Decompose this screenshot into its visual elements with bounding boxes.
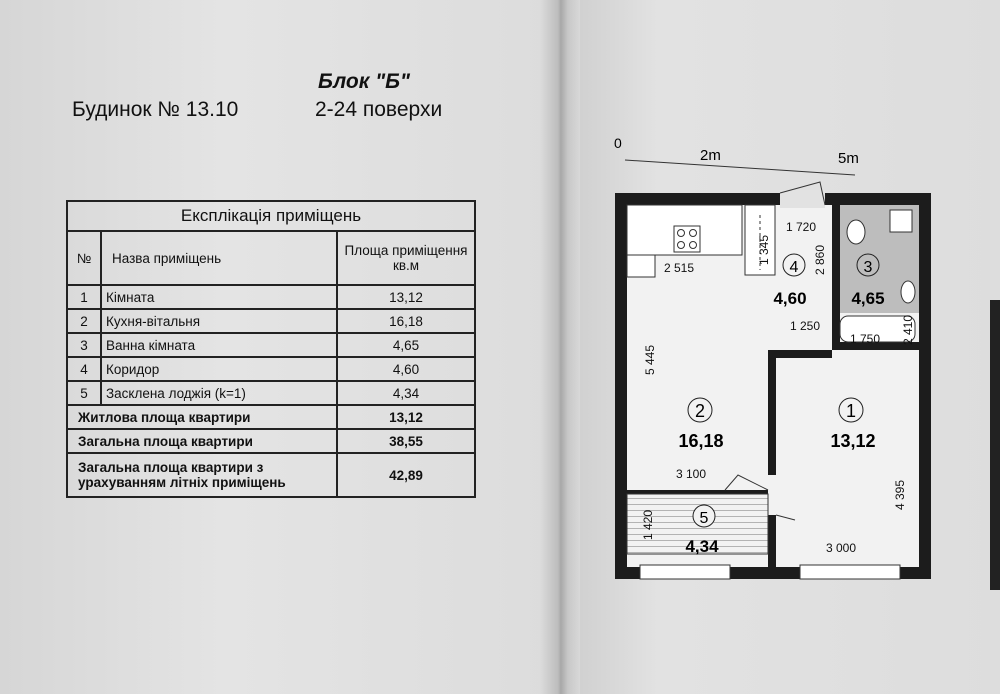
dim-label: 2 410 — [901, 314, 915, 345]
washbasin-icon — [901, 281, 915, 303]
header-num: № — [67, 231, 101, 285]
row-area: 4,34 — [337, 381, 475, 405]
floors-label: 2-24 поверхи — [315, 98, 443, 121]
room-number: 3 — [863, 259, 873, 276]
scale-zero: 0 — [614, 135, 622, 151]
total-value: 42,89 — [337, 453, 475, 497]
table-row — [67, 381, 475, 405]
room-number: 1 — [845, 401, 857, 421]
explication-table — [66, 200, 476, 498]
room-area: 13,12 — [830, 431, 876, 451]
house-title: Будинок № 13.10 — [72, 98, 239, 121]
row-area: 4,60 — [337, 357, 475, 381]
row-num: 2 — [67, 309, 101, 333]
dim-label: 3 000 — [826, 541, 857, 555]
dim-label: 1 750 — [850, 332, 881, 346]
dim-label: 3 100 — [676, 467, 707, 481]
book-gutter — [540, 0, 580, 694]
room-area: 4,65 — [851, 289, 885, 308]
row-area: 16,18 — [337, 309, 475, 333]
row-name: Коридор — [101, 357, 337, 381]
room-number: 5 — [699, 510, 709, 527]
scale-mid: 2m — [700, 147, 721, 164]
row-num: 3 — [67, 333, 101, 357]
table-caption: Експлікація приміщень — [67, 201, 475, 231]
total-value: 38,55 — [337, 429, 475, 453]
room-number: 4 — [789, 259, 799, 276]
dim-label: 1 720 — [786, 220, 817, 234]
scale-end: 5m — [838, 150, 859, 167]
window — [800, 565, 900, 579]
dim-label: 1 345 — [757, 234, 771, 265]
window — [640, 565, 730, 579]
dim-label: 2 515 — [664, 261, 695, 275]
block-title: Блок "Б" — [318, 70, 410, 93]
room-area: 4,34 — [685, 537, 719, 556]
table-row — [67, 357, 475, 381]
toilet-icon — [847, 220, 865, 244]
table-row — [67, 333, 475, 357]
inner-wall — [768, 350, 776, 475]
table-row — [67, 309, 475, 333]
table-header — [67, 231, 475, 285]
row-name: Кімната — [101, 285, 337, 309]
fridge-icon — [627, 255, 655, 277]
total-row — [67, 405, 475, 429]
dim-label: 4 395 — [893, 479, 907, 510]
table-row — [67, 285, 475, 309]
row-num: 4 — [67, 357, 101, 381]
total-label: Загальна площа квартири з урахуванням літніх приміщень — [67, 453, 337, 497]
room-number: 2 — [694, 401, 706, 421]
row-num: 5 — [67, 381, 101, 405]
row-area: 4,65 — [337, 333, 475, 357]
stove-icon — [674, 226, 700, 252]
row-name: Ванна кімната — [101, 333, 337, 357]
dim-label: 2 860 — [813, 244, 827, 275]
bath-wall — [832, 205, 840, 350]
total-label: Житлова площа квартири — [67, 405, 337, 429]
row-name: Засклена лоджія (k=1) — [101, 381, 337, 405]
dim-label: 5 445 — [643, 344, 657, 375]
dim-label: 1 420 — [641, 509, 655, 540]
inner-wall — [768, 515, 776, 567]
header-area: Площа приміщення кв.м — [337, 231, 475, 285]
room-area: 16,18 — [678, 431, 724, 451]
row-name: Кухня-вітальня — [101, 309, 337, 333]
floor-plan — [600, 125, 940, 590]
sink-icon — [890, 210, 912, 232]
loggia-wall — [627, 490, 768, 494]
total-row — [67, 429, 475, 453]
dim-label: 1 250 — [790, 319, 821, 333]
header-name: Назва приміщень — [101, 231, 337, 285]
row-area: 13,12 — [337, 285, 475, 309]
entrance-opening — [780, 190, 825, 208]
row-num: 1 — [67, 285, 101, 309]
page-edge — [990, 300, 1000, 590]
inner-wall — [776, 350, 832, 358]
total-row — [67, 453, 475, 497]
room-area: 4,60 — [773, 289, 807, 308]
total-label: Загальна площа квартири — [67, 429, 337, 453]
total-value: 13,12 — [337, 405, 475, 429]
scale-bar — [614, 135, 859, 175]
